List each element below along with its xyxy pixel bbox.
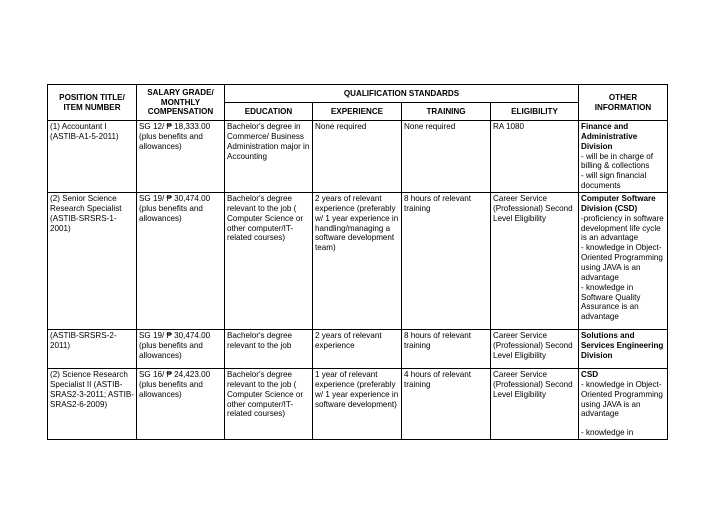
cell-other-information <box>579 330 668 369</box>
table-row <box>48 369 668 440</box>
cell-education: Bachelor's degree relevant to the job ( Computer Science or other computer/IT-related courses) <box>225 193 313 330</box>
other-heading: Finance and Administrative Division <box>581 122 638 151</box>
cell-experience: 2 years of relevant experience (preferably w/ 1 year experience in handling/managing a software development team) <box>313 193 402 330</box>
cell-eligibility: Career Service (Professional) Second Level Eligibility <box>491 369 579 440</box>
header-salary: SALARY GRADE/ MONTHLY COMPENSATION <box>137 85 225 121</box>
cell-eligibility: Career Service (Professional) Second Level Eligibility <box>491 330 579 369</box>
cell-eligibility: Career Service (Professional) Second Level Eligibility <box>491 193 579 330</box>
other-line: - will sign financial documents <box>581 171 647 191</box>
header-training: TRAINING <box>402 103 491 121</box>
other-line: - knowledge in Object-Oriented Programming using JAVA is an advantage <box>581 379 663 419</box>
cell-training: 4 hours of relevant training <box>402 369 491 440</box>
table-row <box>48 330 668 369</box>
header-education: EDUCATION <box>225 103 313 121</box>
cell-other-information <box>579 121 668 193</box>
cell-education: Bachelor's degree in Commerce/ Business Administration major in Accounting <box>225 121 313 193</box>
other-line: - knowledge in Object-Oriented Programming using JAVA is an advantage <box>581 243 663 282</box>
cell-training: 8 hours of relevant training <box>402 330 491 369</box>
other-line: - will be in charge of billing & collections <box>581 151 653 171</box>
cell-experience: 2 years of relevant experience <box>313 330 402 369</box>
other-line: -proficiency in software development life cycle is an advantage <box>581 213 664 243</box>
header-experience: EXPERIENCE <box>313 103 402 121</box>
header-position: POSITION TITLE/ ITEM NUMBER <box>48 85 137 121</box>
other-spacer <box>581 419 665 428</box>
other-line: - knowledge in <box>581 428 634 438</box>
cell-salary: SG 19/ ₱ 30,474.00 (plus benefits and allowances) <box>137 330 225 369</box>
cell-position: (2) Science Research Specialist II (ASTIB-SRAS2-3-2011; ASTIB-SRAS2-6-2009) <box>48 369 137 440</box>
other-heading: CSD <box>581 370 599 380</box>
cell-position: (2) Senior Science Research Specialist (ASTIB-SRSRS-1-2001) <box>48 193 137 330</box>
header-qualification-standards: QUALIFICATION STANDARDS <box>225 85 579 103</box>
cell-eligibility: RA 1080 <box>491 121 579 193</box>
other-line: - knowledge in Software Quality Assurance is an advantage <box>581 282 641 322</box>
cell-education: Bachelor's degree relevant to the job ( Computer Science or other computer/IT-related courses) <box>225 369 313 440</box>
cell-experience: None required <box>313 121 402 193</box>
cell-other-information <box>579 369 668 440</box>
cell-experience: 1 year of relevant experience (preferably w/ 1 year experience in software development) <box>313 369 402 440</box>
header-eligibility: ELIGIBILITY <box>491 103 579 121</box>
cell-education: Bachelor's degree relevant to the job <box>225 330 313 369</box>
cell-other-information <box>579 193 668 330</box>
other-heading: Computer Software Division (CSD) <box>581 194 656 213</box>
cell-training: 8 hours of relevant training <box>402 193 491 330</box>
cell-training: None required <box>402 121 491 193</box>
table-row <box>48 193 668 330</box>
cell-salary: SG 12/ ₱ 18,333.00 (plus benefits and allowances) <box>137 121 225 193</box>
cell-salary: SG 19/ ₱ 30,474.00 (plus benefits and allowances) <box>137 193 225 330</box>
cell-salary: SG 16/ ₱ 24,423.00 (plus benefits and allowances) <box>137 369 225 440</box>
other-heading: Solutions and Services Engineering Division <box>581 331 664 360</box>
qualification-standards-table <box>47 84 668 440</box>
cell-position: (1) Accountant I (ASTIB-A1-5-2011) <box>48 121 137 193</box>
table-row <box>48 121 668 193</box>
header-other-information: OTHER INFORMATION <box>579 85 668 121</box>
cell-position: (ASTIB-SRSRS-2-2011) <box>48 330 137 369</box>
